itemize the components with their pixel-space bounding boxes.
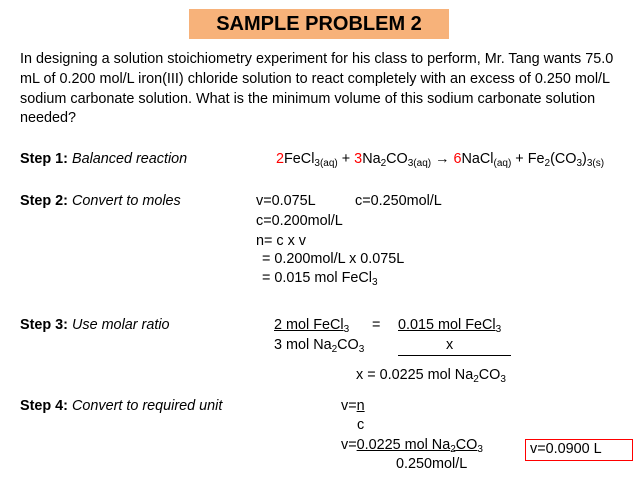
step2-heading — [20, 192, 181, 210]
step1-label: Step 1: — [20, 151, 68, 167]
step3-desc: Use molar ratio — [71, 317, 170, 333]
ratio-right-denominator: x — [446, 337, 454, 353]
moles-result: = 0.015 mol FeCl — [262, 270, 372, 286]
problem-statement: In designing a solution stoichiometry experiment for his class to perform, Mr. Tang wants 75.0 mL of 0.200 mol/L iron(III) chloride solution to react completely with an excess of 0.250 mol/L sodium carbonate solution. What is the minimum volume of this sodium carbonate solution needed? — [20, 51, 614, 127]
species-fe2co33-b: (CO — [550, 151, 577, 167]
ratio-result — [356, 366, 506, 384]
calc-numerator: 0.0225 mol Na — [356, 437, 451, 453]
sub: 3 — [343, 324, 350, 335]
step3-heading — [20, 316, 170, 334]
sub: 3 — [576, 158, 583, 169]
arrow-icon: → — [431, 151, 454, 167]
sub: 3 — [371, 277, 378, 288]
ratio-right-numerator — [398, 316, 501, 334]
plus-sign: + — [511, 151, 528, 167]
species-fe2co33-a: Fe — [527, 151, 545, 167]
volume-formula — [341, 397, 365, 415]
carbonate-concentration: c=0.250mol/L — [355, 193, 442, 209]
ratio-left-numerator — [274, 316, 349, 334]
species-na2co3-a: Na — [362, 151, 381, 167]
species-nacl: NaCl — [461, 151, 494, 167]
ratio-text: CO — [478, 367, 501, 383]
step2-label: Step 2: — [20, 193, 68, 209]
step4-desc: Convert to required unit — [71, 398, 223, 414]
sub: 2 — [544, 158, 551, 169]
ratio-text: x = 0.0225 mol Na — [356, 367, 474, 383]
volume-calc — [341, 436, 483, 454]
coef-nacl: 6 — [453, 151, 462, 167]
sub: 3 — [477, 444, 483, 455]
sub: 3(aq) — [407, 158, 432, 169]
moles-calc-2 — [262, 269, 378, 287]
ratio-equals: = — [372, 317, 381, 333]
step4-label: Step 4: — [20, 398, 68, 414]
balanced-equation — [276, 150, 604, 168]
species-fecl3: FeCl — [284, 151, 315, 167]
sub: 3 — [500, 374, 506, 385]
sub: 3(s) — [586, 158, 605, 169]
species-fe2co33-c: ) — [582, 151, 587, 167]
formula-numerator: n — [356, 398, 365, 414]
moles-formula: n= c x v — [256, 233, 306, 249]
ratio-text: 2 mol FeCl — [274, 317, 344, 333]
ratio-text: CO — [337, 337, 359, 353]
fraction-bar — [398, 355, 511, 356]
sub: 2 — [331, 344, 338, 355]
sub: 3(aq) — [314, 158, 338, 169]
step1-heading — [20, 150, 187, 168]
answer-box: v=0.0900 L — [525, 439, 633, 461]
sub: 2 — [380, 158, 387, 169]
sub: (aq) — [493, 158, 512, 169]
volume-value: v=0.075L — [256, 193, 316, 209]
page-title: SAMPLE PROBLEM 2 — [189, 9, 449, 39]
calc-numerator: CO — [455, 437, 478, 453]
sub: 2 — [450, 444, 456, 455]
step1-desc: Balanced reaction — [71, 151, 188, 167]
step4-heading — [20, 397, 222, 415]
step2-desc: Convert to moles — [71, 193, 181, 209]
formula-text: v= — [341, 437, 357, 453]
ratio-text: 3 mol Na — [274, 337, 332, 353]
ratio-text: 0.015 mol FeCl — [398, 317, 496, 333]
calc-denominator: 0.250mol/L — [396, 456, 468, 472]
plus-sign: + — [337, 151, 355, 167]
sub: 3 — [495, 324, 502, 335]
coef-fecl3: 2 — [276, 151, 285, 167]
moles-calc-1: = 0.200mol/L x 0.075L — [262, 251, 405, 267]
species-na2co3-b: CO — [386, 151, 408, 167]
formula-denominator: c — [357, 417, 365, 433]
fecl3-concentration: c=0.200mol/L — [256, 213, 343, 229]
sub: 2 — [473, 374, 479, 385]
coef-na2co3: 3 — [354, 151, 363, 167]
step3-label: Step 3: — [20, 317, 68, 333]
ratio-left-denominator — [274, 336, 364, 354]
formula-text: v= — [341, 398, 357, 414]
sub: 3 — [358, 344, 365, 355]
